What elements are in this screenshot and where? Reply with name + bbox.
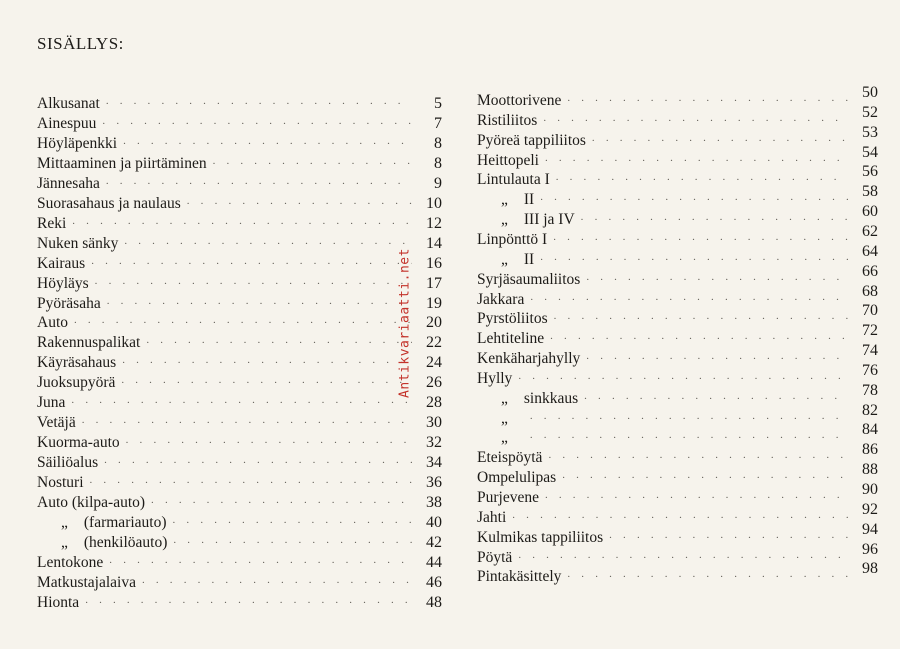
toc-entry-label bbox=[37, 314, 74, 332]
dot-leader bbox=[187, 192, 412, 210]
toc-entry-text: Linpönttö I bbox=[477, 230, 548, 248]
toc-entry-label bbox=[37, 494, 151, 512]
toc-entry-page: 9 bbox=[434, 174, 442, 192]
toc-entry bbox=[477, 282, 878, 309]
toc-entry bbox=[477, 143, 878, 170]
ditto-mark: „ bbox=[501, 409, 508, 427]
toc-entry-text: Ompelulipas bbox=[477, 469, 557, 487]
toc-entry-page: 38 bbox=[426, 494, 442, 511]
dot-leader bbox=[586, 268, 848, 286]
toc-entry-label bbox=[477, 152, 545, 170]
ditto-mark: „ bbox=[501, 389, 508, 407]
toc-entry-page: 56 bbox=[862, 163, 878, 181]
toc-entry-text: Lentokone bbox=[37, 553, 104, 571]
toc-entry-page: 7 bbox=[434, 114, 442, 132]
toc-entry bbox=[37, 552, 442, 572]
toc-entry-label bbox=[477, 132, 592, 150]
toc-entry-page: 42 bbox=[426, 533, 442, 551]
toc-entry-label bbox=[37, 454, 104, 472]
toc-entry-text: Pintakäsittely bbox=[477, 568, 562, 586]
toc-entry-page: 78 bbox=[862, 381, 878, 399]
toc-entry bbox=[37, 133, 442, 153]
toc-entry-text: (henkilöauto) bbox=[83, 533, 168, 551]
toc-entry bbox=[37, 213, 442, 233]
toc-entry-label bbox=[37, 354, 122, 372]
toc-entry-page: 8 bbox=[434, 154, 442, 172]
toc-entry bbox=[37, 592, 442, 612]
toc-entry-text: Pyöreä tappiliitos bbox=[477, 131, 586, 149]
toc-entry-page: 62 bbox=[862, 222, 878, 240]
toc-entry-text: Nuken sänky bbox=[37, 234, 119, 252]
toc-entry-label bbox=[37, 554, 109, 572]
dot-leader bbox=[581, 208, 848, 226]
dot-leader bbox=[548, 446, 848, 464]
toc-entry-page: 8 bbox=[434, 134, 442, 152]
dot-leader bbox=[518, 367, 848, 385]
toc-entry-page: 12 bbox=[426, 214, 442, 232]
ditto-mark: „ bbox=[501, 211, 508, 229]
toc-entry-label bbox=[37, 215, 72, 233]
toc-entry-text: Heittopeli bbox=[477, 151, 539, 169]
toc-entry bbox=[477, 421, 878, 447]
toc-entry-label bbox=[37, 394, 71, 412]
toc-entry-page: 34 bbox=[426, 454, 442, 472]
ditto-mark: „ bbox=[501, 429, 508, 447]
dot-leader bbox=[95, 272, 412, 290]
toc-entry-label bbox=[37, 414, 82, 432]
toc-entry-label bbox=[37, 95, 106, 113]
toc-entry-page: 86 bbox=[862, 441, 878, 459]
toc-entry-text: Rakennuspalikat bbox=[37, 334, 141, 352]
toc-entry-page: 10 bbox=[426, 194, 442, 212]
toc-entry-label bbox=[37, 255, 91, 273]
toc-entry-text: Juoksupyörä bbox=[37, 374, 116, 392]
toc-entry-page: 84 bbox=[862, 421, 878, 439]
toc-entry-label bbox=[37, 235, 124, 253]
toc-entry bbox=[477, 520, 878, 547]
toc-entry-text: sinkkaus bbox=[523, 389, 579, 407]
toc-entry bbox=[477, 103, 878, 130]
toc-entry-text: Jahti bbox=[477, 508, 507, 526]
dot-leader bbox=[123, 132, 412, 150]
toc-entry bbox=[477, 262, 878, 289]
toc-entry-label bbox=[37, 135, 123, 153]
toc-entry-label bbox=[37, 434, 126, 452]
toc-entry-label bbox=[37, 334, 146, 352]
toc-entry bbox=[37, 392, 442, 412]
dot-leader bbox=[550, 327, 848, 345]
dot-leader bbox=[146, 331, 412, 349]
toc-entry bbox=[37, 472, 442, 492]
dot-leader bbox=[142, 571, 412, 589]
dot-leader bbox=[213, 152, 412, 170]
toc-entry bbox=[37, 412, 442, 432]
toc-entry-page: 94 bbox=[862, 520, 878, 538]
toc-entry bbox=[477, 302, 878, 328]
toc-entry-page: 90 bbox=[862, 481, 878, 498]
toc-entry-label bbox=[477, 271, 586, 289]
toc-entry-label bbox=[37, 534, 173, 552]
toc-entry-label bbox=[477, 112, 543, 130]
dot-leader bbox=[82, 411, 412, 429]
toc-entry-page: 52 bbox=[862, 103, 878, 121]
page-title: SISÄLLYS: bbox=[37, 34, 124, 53]
toc-entry-text: Juna bbox=[37, 394, 66, 412]
toc-entry bbox=[37, 293, 442, 313]
toc-entry-page: 24 bbox=[426, 354, 442, 372]
toc-entry bbox=[37, 153, 442, 173]
toc-entry bbox=[477, 123, 878, 150]
toc-entry-label bbox=[477, 291, 530, 309]
toc-entry-label bbox=[37, 155, 213, 173]
toc-entry-label bbox=[477, 171, 556, 189]
dot-leader bbox=[586, 347, 848, 365]
toc-entry-page: 74 bbox=[862, 342, 878, 360]
toc-entry-label bbox=[37, 295, 107, 313]
toc-entry-page: 68 bbox=[862, 282, 878, 300]
dot-leader bbox=[554, 307, 848, 325]
toc-entry bbox=[477, 183, 878, 209]
toc-entry-text: Kulmikas tappiliitos bbox=[477, 528, 604, 546]
toc-entry-label bbox=[477, 191, 540, 209]
dot-leader bbox=[584, 387, 848, 405]
toc-entry-text: Syrjäsaumaliitos bbox=[477, 270, 581, 288]
toc-entry bbox=[37, 273, 442, 293]
toc-entry-page: 82 bbox=[862, 401, 878, 419]
dot-leader bbox=[90, 471, 413, 489]
toc-entry-label bbox=[477, 489, 545, 507]
toc-entry-text: Alkusanat bbox=[37, 95, 100, 112]
toc-entry-text: Kairaus bbox=[37, 254, 86, 272]
toc-entry-text: Pyrstöliitos bbox=[477, 310, 548, 328]
toc-entry-text: Auto (kilpa-auto) bbox=[37, 494, 146, 511]
toc-entry-label bbox=[37, 594, 85, 612]
toc-entry-text: Höyläys bbox=[37, 274, 89, 292]
toc-entry-label bbox=[37, 574, 142, 592]
toc-entry-text: Auto bbox=[37, 314, 68, 332]
toc-entry-page: 58 bbox=[862, 183, 878, 201]
dot-leader bbox=[567, 565, 848, 583]
toc-entry bbox=[477, 342, 878, 368]
toc-entry-text: Vetäjä bbox=[37, 414, 76, 432]
dot-leader bbox=[109, 551, 412, 569]
dot-leader bbox=[72, 212, 412, 230]
toc-entry-page: 98 bbox=[862, 560, 878, 578]
toc-entry bbox=[477, 381, 878, 408]
toc-entry-page: 66 bbox=[862, 262, 878, 280]
toc-entry-label bbox=[477, 549, 518, 567]
toc-entry-page: 64 bbox=[862, 242, 878, 260]
toc-entry bbox=[477, 84, 878, 110]
toc-entry-label bbox=[477, 568, 567, 586]
toc-entry bbox=[37, 312, 442, 332]
toc-entry-label bbox=[37, 474, 90, 492]
toc-entry-page: 17 bbox=[426, 274, 442, 292]
toc-entry-text: Säiliöalus bbox=[37, 454, 99, 472]
toc-entry-label bbox=[477, 390, 584, 408]
toc-entry-text: Nosturi bbox=[37, 474, 84, 492]
dot-leader bbox=[609, 526, 848, 544]
toc-entry-text: Lehtiteline bbox=[477, 330, 545, 348]
dot-leader bbox=[102, 112, 412, 130]
dot-leader bbox=[122, 351, 412, 369]
toc-entry bbox=[37, 572, 442, 592]
dot-leader bbox=[85, 591, 412, 609]
dot-leader bbox=[173, 531, 412, 549]
toc-entry-text: Ristiliitos bbox=[477, 111, 538, 129]
toc-entry bbox=[477, 500, 878, 527]
toc-entry bbox=[37, 332, 442, 352]
toc-entry-page: 70 bbox=[862, 302, 878, 320]
toc-entry-text: Kuorma-auto bbox=[37, 434, 120, 452]
dot-leader bbox=[592, 129, 848, 147]
toc-entry bbox=[37, 93, 442, 113]
toc-entry-page: 72 bbox=[862, 322, 878, 340]
toc-entry-page: 22 bbox=[426, 334, 442, 352]
toc-entry-label bbox=[477, 529, 609, 547]
toc-entry bbox=[477, 203, 878, 229]
toc-entry-label bbox=[477, 370, 518, 388]
toc-entry-label bbox=[37, 175, 106, 193]
dot-leader bbox=[562, 466, 848, 484]
toc-entry bbox=[37, 432, 442, 452]
toc-entry-page: 50 bbox=[862, 84, 878, 101]
toc-entry-page: 19 bbox=[426, 294, 442, 312]
toc-entry-label bbox=[37, 275, 95, 293]
toc-entry bbox=[37, 532, 442, 552]
toc-entry-page: 28 bbox=[426, 394, 442, 412]
dot-leader bbox=[540, 188, 848, 206]
toc-entry-page: 48 bbox=[426, 593, 442, 611]
toc-entry-label bbox=[477, 429, 530, 447]
dot-leader bbox=[512, 506, 848, 524]
toc-entry-page: 20 bbox=[426, 314, 442, 332]
toc-entry-page: 76 bbox=[862, 361, 878, 379]
toc-entry-page: 36 bbox=[426, 474, 442, 492]
toc-entry bbox=[477, 222, 878, 249]
toc-entry-text: III ja IV bbox=[523, 211, 575, 229]
toc-entry-text: Moottorivene bbox=[477, 92, 562, 109]
toc-entry-text: Lintulauta I bbox=[477, 171, 550, 189]
watermark bbox=[397, 238, 413, 408]
toc-entry-label bbox=[477, 350, 586, 368]
toc-entry-page: 53 bbox=[862, 123, 878, 141]
toc-entry-page: 96 bbox=[862, 540, 878, 558]
dot-leader bbox=[545, 149, 848, 167]
dot-leader bbox=[151, 491, 412, 509]
toc-entry-label bbox=[477, 251, 540, 269]
toc-entry bbox=[477, 560, 878, 586]
toc-entry bbox=[37, 512, 442, 532]
toc-entry-text: II bbox=[523, 191, 535, 209]
toc-entry-page: 5 bbox=[434, 95, 442, 112]
dot-leader bbox=[545, 486, 848, 504]
toc-entry-label bbox=[37, 374, 121, 392]
dot-leader bbox=[518, 546, 848, 564]
dot-leader bbox=[121, 371, 412, 389]
toc-entry bbox=[477, 163, 878, 189]
toc-entry-label bbox=[477, 449, 548, 467]
toc-entry-page: 46 bbox=[426, 573, 442, 591]
toc-entry-label bbox=[477, 330, 550, 348]
toc-entry-text: Hionta bbox=[37, 593, 80, 611]
dot-leader bbox=[530, 426, 848, 444]
toc-entry-text: (farmariauto) bbox=[83, 513, 167, 531]
toc-entry bbox=[37, 113, 442, 133]
toc-entry-page: 40 bbox=[426, 513, 442, 531]
dot-leader bbox=[540, 248, 848, 266]
dot-leader bbox=[106, 92, 412, 110]
toc-entry-label bbox=[477, 92, 567, 110]
toc-entry bbox=[477, 361, 878, 388]
toc-entry-label bbox=[477, 509, 512, 527]
toc-entry-label bbox=[37, 514, 173, 532]
toc-entry-label bbox=[477, 469, 562, 487]
ditto-mark: „ bbox=[61, 533, 68, 551]
toc-entry bbox=[477, 481, 878, 507]
toc-entry bbox=[477, 322, 878, 348]
toc-entry-label bbox=[477, 231, 553, 249]
toc-entry bbox=[37, 352, 442, 372]
toc-entry bbox=[37, 193, 442, 213]
ditto-mark: „ bbox=[61, 513, 68, 531]
toc-entry-label bbox=[37, 195, 187, 213]
ditto-mark: „ bbox=[501, 250, 508, 268]
toc-entry bbox=[37, 233, 442, 253]
dot-leader bbox=[126, 431, 412, 449]
toc-entry-text: II bbox=[523, 250, 535, 268]
toc-entry-text: Kenkäharjahylly bbox=[477, 350, 581, 368]
toc-entry-label bbox=[37, 115, 102, 133]
dot-leader bbox=[553, 228, 848, 246]
dot-leader bbox=[530, 288, 848, 306]
toc-entry-text: Hylly bbox=[477, 369, 513, 387]
toc-entry-text: Jakkara bbox=[477, 290, 525, 308]
toc-entry-label bbox=[477, 211, 581, 229]
dot-leader bbox=[556, 168, 848, 186]
toc-entry-page: 60 bbox=[862, 203, 878, 221]
toc-entry-page: 92 bbox=[862, 500, 878, 518]
dot-leader bbox=[106, 172, 412, 190]
toc-entry-label bbox=[477, 310, 554, 328]
toc-entry bbox=[477, 461, 878, 487]
toc-entry-page: 54 bbox=[862, 143, 878, 161]
toc-entry bbox=[477, 540, 878, 567]
ditto-mark: „ bbox=[501, 191, 508, 209]
toc-entry-text: Jännesaha bbox=[37, 174, 100, 192]
toc-entry-text: Reki bbox=[37, 214, 67, 232]
dot-leader bbox=[543, 109, 848, 127]
toc-entry-label bbox=[477, 410, 530, 428]
toc-entry-page: 44 bbox=[426, 553, 442, 571]
dot-leader bbox=[71, 391, 412, 409]
dot-leader bbox=[530, 407, 848, 425]
toc-entry-text: Pyöräsaha bbox=[37, 294, 101, 312]
toc-entry bbox=[37, 492, 442, 512]
toc-entry-page: 32 bbox=[426, 434, 442, 452]
dot-leader bbox=[173, 511, 412, 529]
toc-entry bbox=[477, 242, 878, 269]
dot-leader bbox=[91, 252, 412, 270]
toc-entry-text: Suorasahaus ja naulaus bbox=[37, 194, 181, 212]
toc-entry bbox=[37, 253, 442, 273]
dot-leader bbox=[104, 451, 412, 469]
toc-entry-text: Matkustajalaiva bbox=[37, 573, 136, 591]
toc-entry-page: 88 bbox=[862, 461, 878, 479]
toc-entry-page: 26 bbox=[426, 374, 442, 392]
toc-entry-page: 30 bbox=[426, 414, 442, 432]
toc-entry-text: Ainespuu bbox=[37, 114, 97, 132]
toc-entry bbox=[37, 452, 442, 472]
dot-leader bbox=[567, 89, 848, 107]
dot-leader bbox=[107, 292, 412, 310]
toc-entry bbox=[477, 441, 878, 467]
toc-entry bbox=[37, 372, 442, 392]
toc-entry-text: Mittaaminen ja piirtäminen bbox=[37, 154, 207, 172]
toc-entry-text: Käyräsahaus bbox=[37, 354, 117, 372]
dot-leader bbox=[74, 311, 412, 329]
toc-entry-text: Pöytä bbox=[477, 548, 513, 566]
toc-entry-text: Eteispöytä bbox=[477, 449, 543, 467]
toc-entry bbox=[477, 401, 878, 428]
toc-entry-text: Purjevene bbox=[477, 489, 539, 506]
dot-leader bbox=[124, 232, 412, 250]
toc-entry-page: 14 bbox=[426, 234, 442, 252]
toc-entry-page: 16 bbox=[426, 254, 442, 272]
watermark-text: Antikvariaatti.net bbox=[397, 248, 413, 398]
toc-entry-text: Höyläpenkki bbox=[37, 134, 118, 152]
toc-entry bbox=[37, 173, 442, 193]
